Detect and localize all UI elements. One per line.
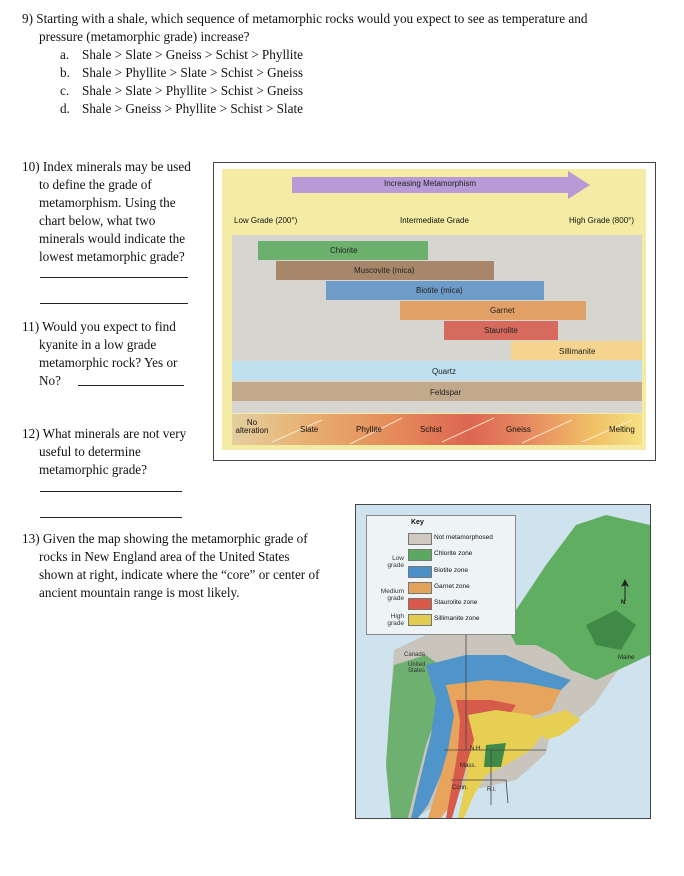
rock-gradient-bar (232, 414, 642, 445)
label-canada: Canada (404, 652, 426, 658)
q10-answer-blank-2[interactable] (40, 303, 188, 304)
label-nh: N.H. (470, 746, 482, 752)
swatch-not-metamorphosed (408, 533, 432, 545)
key-medium-grade: Medium grade (380, 588, 404, 602)
q11-last-line: No? (39, 373, 61, 388)
q13-line: shown at right, indicate where the “core” or center of (39, 567, 320, 582)
q10-line: metamorphism. Using the (39, 195, 176, 210)
label-united-states: United States (408, 662, 426, 674)
swatch-garnet (408, 582, 432, 594)
bar-garnet: Garnet (400, 301, 586, 320)
rock-phyllite: Phyllite (356, 425, 382, 434)
q9-option-b[interactable]: b. Shale > Phyllite > Slate > Schist > Gneiss (60, 65, 303, 80)
key-label: Staurolite zone (434, 599, 478, 606)
bar-biotite: Biotite (mica) (326, 281, 544, 300)
key-high-grade: High grade (387, 613, 404, 627)
q12-answer-blank-1[interactable] (40, 491, 182, 492)
q10-line: 10) Index minerals may be used (22, 159, 191, 174)
q9-option-a[interactable]: a. Shale > Slate > Gneiss > Schist > Phyllite (60, 47, 303, 62)
q9-option-text: Shale > Slate > Phyllite > Schist > Gneiss (82, 83, 303, 98)
key-label: Biotite zone (434, 567, 468, 574)
q10-answer-blank-1[interactable] (40, 277, 188, 278)
bar-chlorite: Chlorite (258, 241, 428, 260)
bar-sillimanite: Sillimanite (511, 341, 642, 360)
swatch-staurolite (408, 598, 432, 610)
q9-option-d[interactable]: d. Shale > Gneiss > Phyllite > Schist > Slate (60, 101, 303, 116)
index-mineral-chart (213, 162, 656, 461)
rock-gneiss: Gneiss (506, 425, 531, 434)
q9-stem-line1: 9) Starting with a shale, which sequence of metamorphic rocks would you expect to see as temperature and (22, 11, 588, 26)
q9-option-text: Shale > Phyllite > Slate > Schist > Gneiss (82, 65, 303, 80)
rock-schist: Schist (420, 425, 442, 434)
question-10 (22, 158, 212, 266)
q9-option-c[interactable]: c. Shale > Slate > Phyllite > Schist > Gneiss (60, 83, 303, 98)
swatch-chlorite (408, 549, 432, 561)
q10-line: lowest metamorphic grade? (39, 249, 185, 264)
q12-line: useful to determine (39, 444, 141, 459)
question-11 (22, 318, 212, 390)
key-label: Chlorite zone (434, 550, 473, 557)
q11-answer-blank[interactable] (78, 385, 184, 386)
key-label: Garnet zone (434, 583, 470, 590)
label-mass: Mass. (460, 763, 477, 769)
intermediate-grade-label: Intermediate Grade (400, 216, 469, 225)
key-label: Sillimanite zone (434, 615, 480, 622)
question-12 (22, 425, 212, 479)
new-england-map (355, 504, 651, 819)
q12-line: metamorphic grade? (39, 462, 148, 477)
bar-staurolite: Staurolite (444, 321, 558, 340)
north-arrow-icon (620, 579, 630, 601)
q9-option-text: Shale > Slate > Gneiss > Schist > Phyllite (82, 47, 303, 62)
low-grade-label: Low Grade (200°) (234, 216, 298, 225)
question-13 (22, 530, 352, 602)
question-9 (22, 10, 587, 118)
q9-option-text: Shale > Gneiss > Phyllite > Schist > Slate (82, 101, 303, 116)
chart-background (222, 169, 646, 450)
q10-line: to define the grade of (39, 177, 152, 192)
q13-line: rocks in New England area of the United States (39, 549, 290, 564)
bar-quartz: Quartz (232, 361, 642, 380)
label-conn: Conn. (452, 785, 469, 791)
rock-slate: Slate (300, 425, 319, 434)
arrow-label: Increasing Metamorphism (383, 179, 477, 188)
label-ri: R.I. (487, 787, 497, 793)
q12-line: 12) What minerals are not very (22, 426, 187, 441)
north-label: N (621, 600, 626, 606)
label-maine: Maine (618, 655, 635, 661)
swatch-biotite (408, 566, 432, 578)
bar-feldspar: Feldspar (232, 382, 642, 401)
key-low-grade: Low grade (387, 555, 404, 569)
q9-stem-line2: pressure (metamorphic grade) increase? (39, 29, 250, 44)
rock-melting: Melting (609, 425, 635, 434)
q10-line: minerals would indicate the (39, 231, 186, 246)
q11-line: 11) Would you expect to find (22, 319, 176, 334)
q12-answer-blank-2[interactable] (40, 517, 182, 518)
key-title: Key (411, 519, 424, 526)
q11-line: metamorphic rock? Yes or (39, 355, 178, 370)
high-grade-label: High Grade (800°) (569, 216, 635, 225)
q13-line: 13) Given the map showing the metamorphic grade of (22, 531, 308, 546)
swatch-sillimanite (408, 614, 432, 626)
q10-line: chart below, what two (39, 213, 156, 228)
rock-no-alteration: No alteration (235, 418, 269, 435)
bar-muscovite: Muscovite (mica) (276, 261, 494, 280)
q13-line: ancient mountain range is most likely. (39, 585, 240, 600)
q11-line: kyanite in a low grade (39, 337, 157, 352)
key-label: Not metamorphosed (434, 534, 493, 541)
